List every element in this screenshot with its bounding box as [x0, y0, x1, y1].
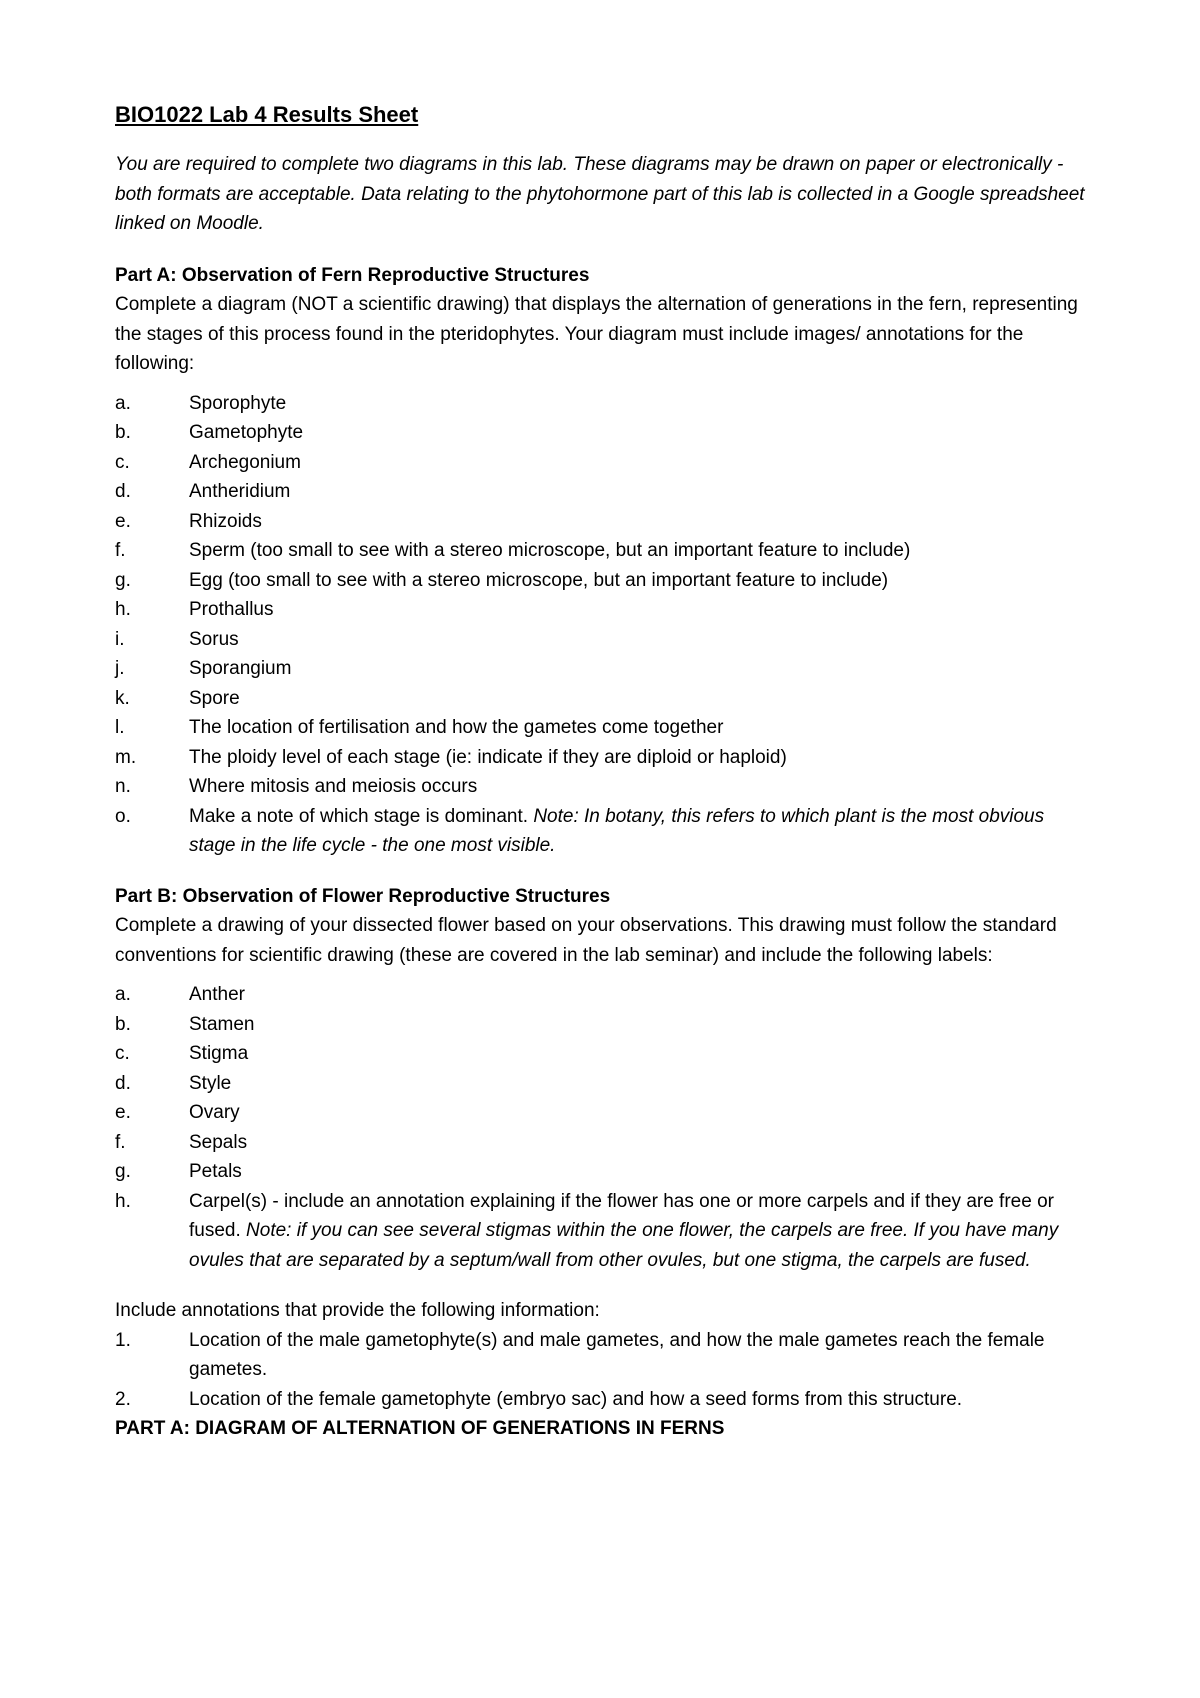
list-item-text: Sorus	[189, 628, 239, 650]
list-item	[115, 566, 1095, 596]
list-marker: f.	[115, 1131, 126, 1153]
list-marker: d.	[115, 1072, 131, 1094]
list-item-text: Egg (too small to see with a stereo microscope, but an important feature to include)	[189, 569, 889, 591]
list-item-text: Gametophyte	[189, 422, 304, 443]
list-marker: n.	[115, 776, 131, 797]
list-item	[115, 743, 1095, 773]
list-marker: b.	[115, 422, 131, 443]
list-item-text: The ploidy level of each stage (ie: indicate if they are diploid or haploid)	[189, 746, 787, 768]
list-item-text: Ovary	[189, 1102, 240, 1123]
list-item	[115, 1385, 1095, 1415]
list-marker: a.	[115, 984, 131, 1005]
list-item-text: Carpel(s) - include an annotation explaining if the flower has one or more carpels and if they are free or fused.	[189, 1190, 1054, 1241]
list-marker: j.	[115, 658, 125, 679]
list-item-text: Petals	[189, 1161, 242, 1182]
list-item	[115, 389, 1095, 419]
list-marker: c.	[115, 451, 130, 473]
list-marker: g.	[115, 569, 131, 591]
list-marker: h.	[115, 1190, 131, 1212]
list-item	[115, 713, 1095, 743]
list-marker: a.	[115, 392, 131, 414]
list-item	[115, 507, 1095, 537]
list-item-text: Location of the male gametophyte(s) and male gametes, and how the male gametes reach the female gametes.	[189, 1329, 1045, 1380]
list-item-text: Sperm (too small to see with a stereo microscope, but an important feature to include)	[189, 540, 911, 561]
list-item	[115, 654, 1095, 684]
part-b-heading: Part B: Observation of Flower Reproductive Structures	[115, 885, 611, 907]
list-marker: c.	[115, 1043, 130, 1064]
list-marker: i.	[115, 628, 125, 650]
part-a-description: Complete a diagram (NOT a scientific drawing) that displays the alternation of generations in the fern, representing the stages of this process found in the pteridophytes. Your diagram must include images/ annotations for the following:	[115, 294, 1078, 374]
list-item-text: Sporangium	[189, 658, 292, 679]
list-item	[115, 684, 1095, 714]
list-item	[115, 477, 1095, 507]
list-item-text: Sepals	[189, 1131, 248, 1153]
list-item	[115, 1326, 1095, 1385]
list-marker: 1.	[115, 1329, 131, 1351]
note-label: Note:	[533, 805, 579, 827]
annotations-list	[115, 1326, 1095, 1415]
part-a-list	[115, 389, 1095, 861]
list-item	[115, 418, 1095, 448]
list-marker: e.	[115, 1102, 131, 1123]
document-title: BIO1022 Lab 4 Results Sheet	[115, 102, 419, 127]
note-label: Note:	[246, 1220, 292, 1241]
list-item	[115, 1098, 1095, 1128]
list-item	[115, 1187, 1095, 1276]
list-marker: d.	[115, 481, 131, 502]
intro-paragraph: You are required to complete two diagrams in this lab. These diagrams may be drawn on paper or electronically - both formats are acceptable. Data relating to the phytohormone part of this lab is collected in a Google spreadsheet linked on Moodle.	[115, 154, 1085, 234]
list-marker: m.	[115, 746, 137, 768]
list-marker: o.	[115, 805, 131, 827]
list-marker: g.	[115, 1161, 131, 1182]
list-item-text: Prothallus	[189, 599, 274, 620]
list-item	[115, 625, 1095, 655]
diagram-section-heading: PART A: DIAGRAM OF ALTERNATION OF GENERATIONS IN FERNS	[115, 1418, 725, 1439]
list-marker: e.	[115, 510, 131, 532]
list-item-text: Make a note of which stage is dominant.	[189, 805, 534, 827]
list-item-text: Where mitosis and meiosis occurs	[189, 776, 478, 797]
list-item	[115, 1157, 1095, 1187]
list-item	[115, 448, 1095, 478]
annotations-intro: Include annotations that provide the following information:	[115, 1300, 600, 1321]
list-item	[115, 1039, 1095, 1069]
list-item	[115, 595, 1095, 625]
list-item-text: Stamen	[189, 1013, 255, 1035]
list-item	[115, 536, 1095, 566]
document-page	[115, 100, 1095, 1444]
list-item-text: Spore	[189, 687, 240, 709]
list-item	[115, 1069, 1095, 1099]
list-item-text: Rhizoids	[189, 510, 262, 532]
list-item-text: Archegonium	[189, 451, 301, 473]
list-marker: b.	[115, 1013, 131, 1035]
list-marker: h.	[115, 599, 131, 620]
list-marker: l.	[115, 717, 125, 738]
note-text: In botany, this refers to which plant is the most obvious stage in the life cycle - the one most visible.	[189, 805, 1045, 856]
list-item	[115, 1128, 1095, 1158]
list-item	[115, 772, 1095, 802]
note-text: if you can see several stigmas within the one flower, the carpels are free. If you have many ovules that are separated by a septum/wall from other ovules, but one stigma, the carpels are fused.	[189, 1220, 1059, 1271]
list-item-text: Location of the female gametophyte (embryo sac) and how a seed forms from this structure.	[189, 1388, 963, 1410]
list-item-text: Stigma	[189, 1043, 249, 1064]
list-item	[115, 1010, 1095, 1040]
list-item	[115, 802, 1095, 861]
list-item-text: Style	[189, 1072, 232, 1094]
list-item-text: Sporophyte	[189, 392, 287, 414]
part-b-list	[115, 980, 1095, 1275]
part-a-heading: Part A: Observation of Fern Reproductive Structures	[115, 264, 590, 286]
list-marker: f.	[115, 540, 126, 561]
list-item-text: The location of fertilisation and how the gametes come together	[189, 717, 724, 738]
list-marker: k.	[115, 687, 130, 709]
part-b-description: Complete a drawing of your dissected flower based on your observations. This drawing must follow the standard conventions for scientific drawing (these are covered in the lab seminar) and include the following labels:	[115, 915, 1057, 966]
list-item-text: Anther	[189, 984, 245, 1005]
list-item-text: Antheridium	[189, 481, 291, 502]
list-marker: 2.	[115, 1388, 131, 1410]
list-item	[115, 980, 1095, 1010]
